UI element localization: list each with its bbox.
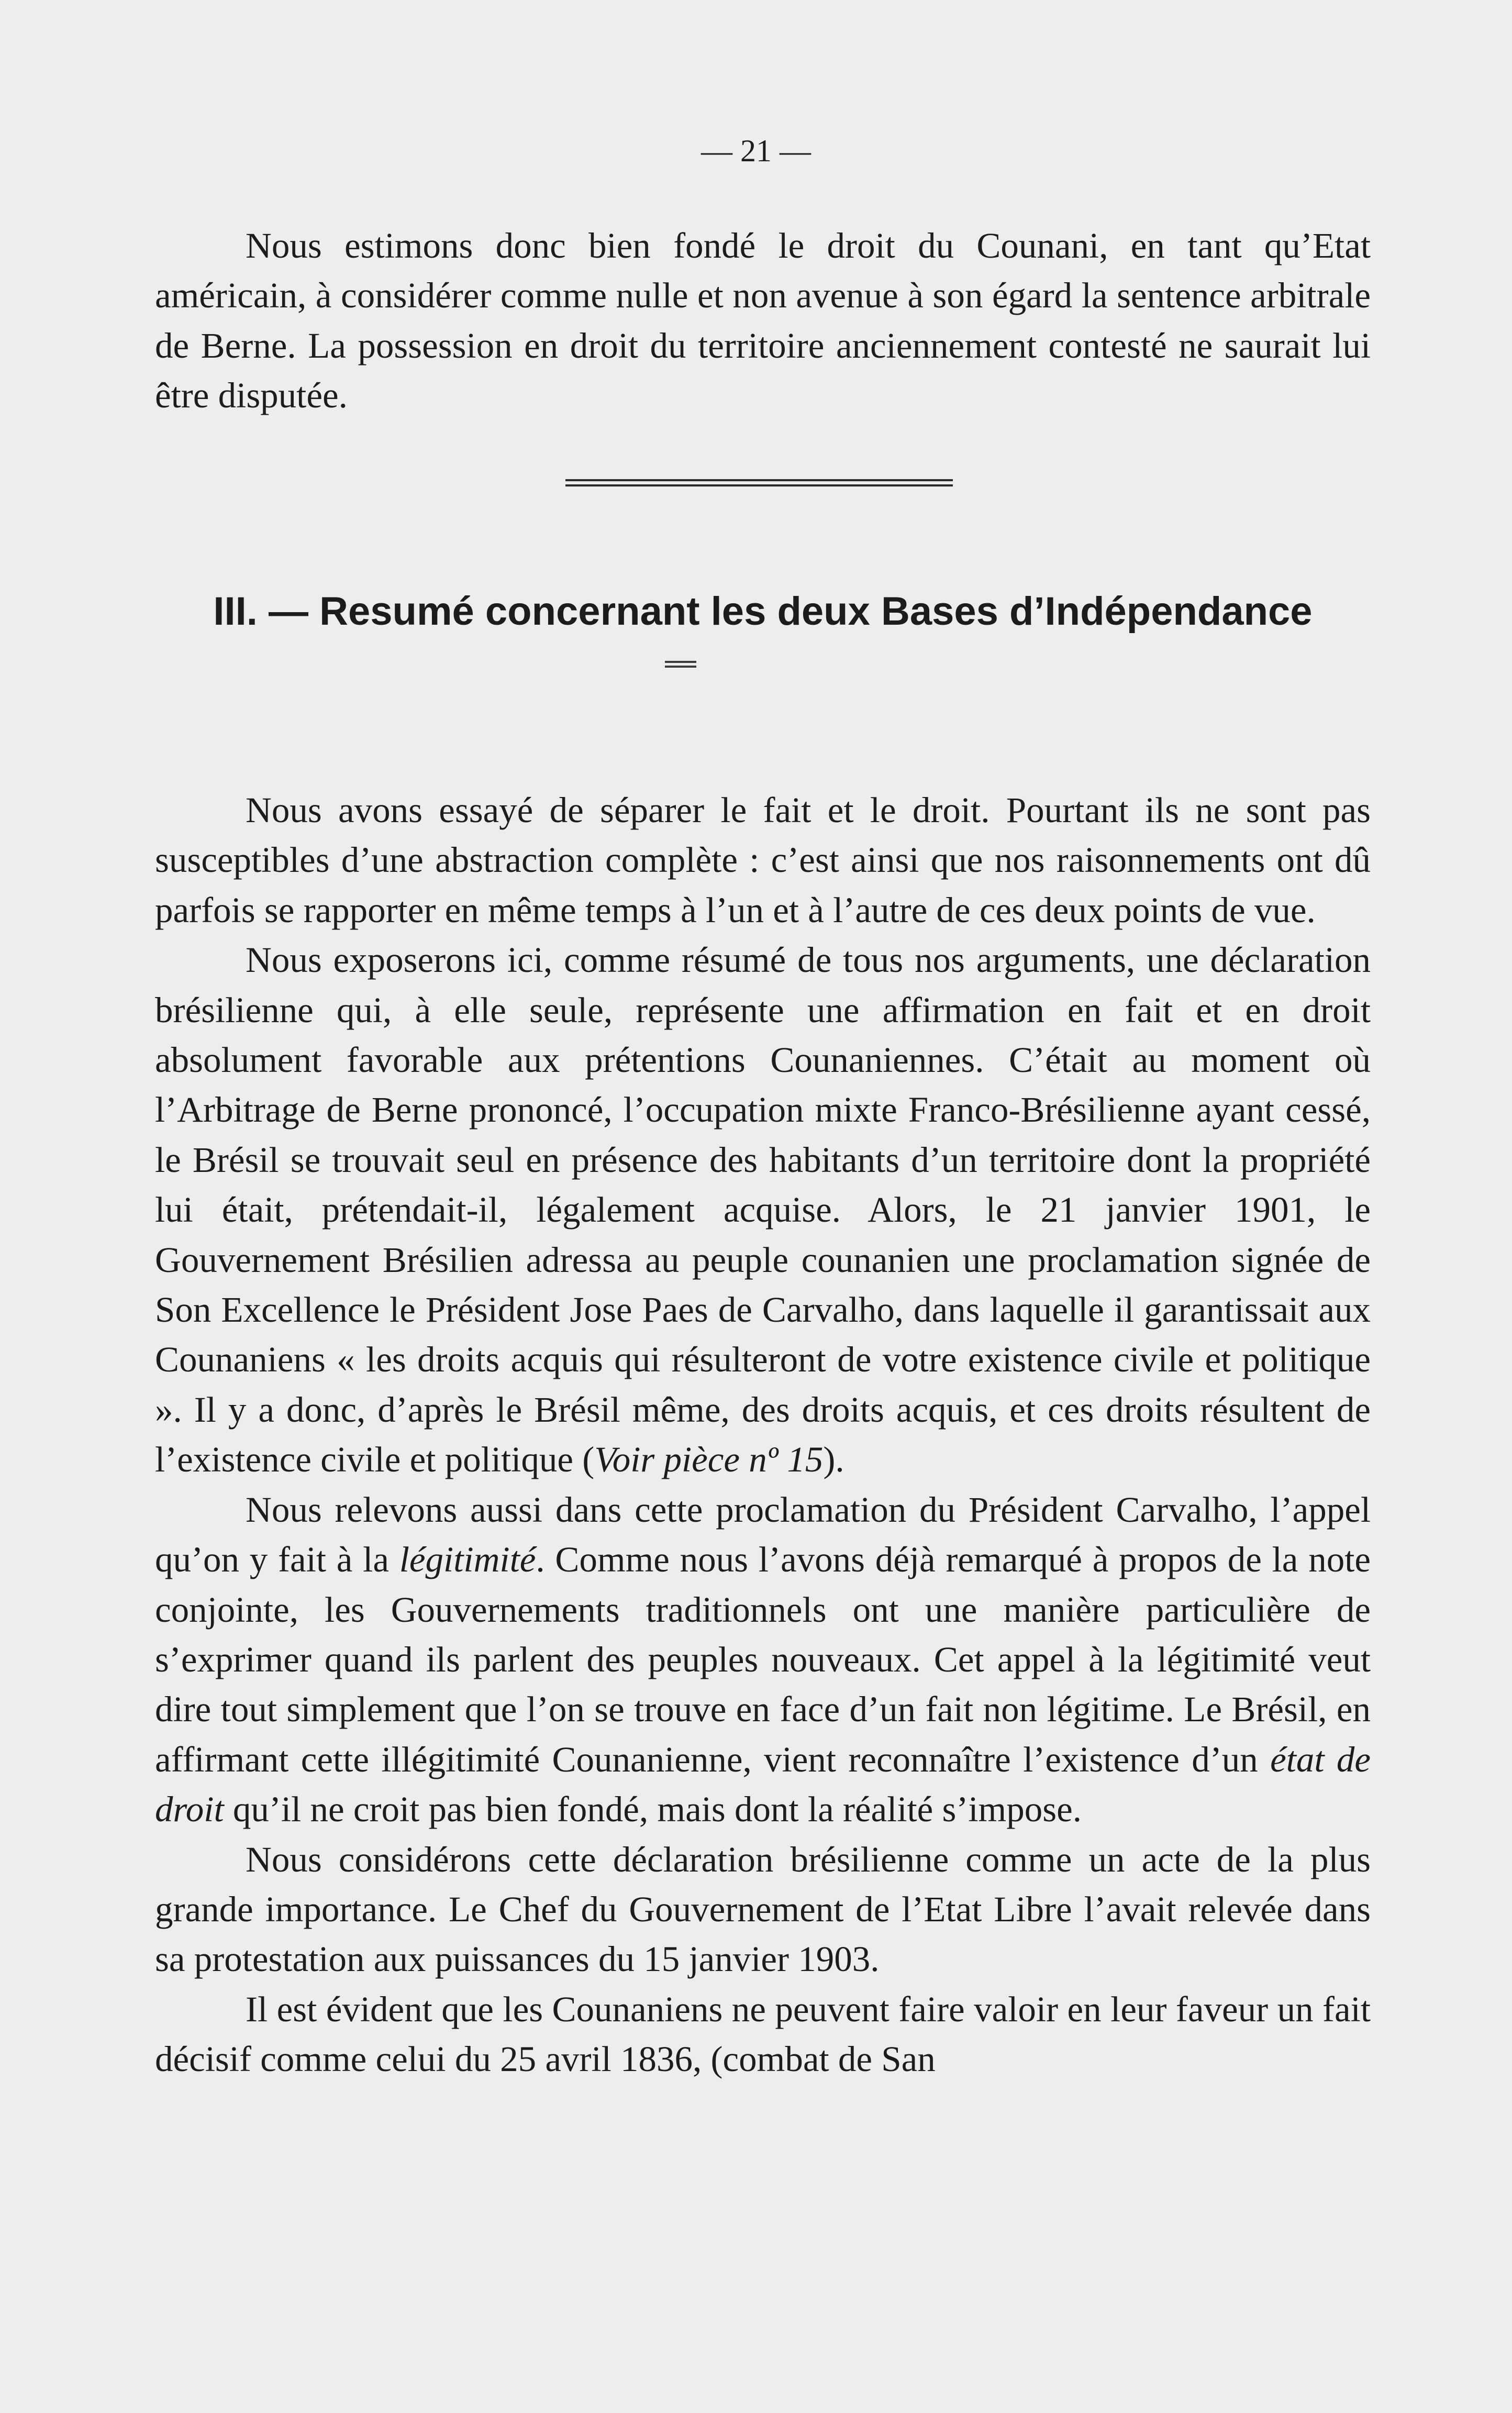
document-reference: Voir pièce nº 15	[594, 1440, 824, 1480]
paragraph: Nous considérons cette déclaration brésilienne comme un acte de la plus grande importance. Le Chef du Gouvernement de l’Etat Libre l’avait relevée dans sa protestation aux puissances du 15 janvier 1903.	[155, 1839, 1371, 1979]
double-rule-divider	[565, 479, 953, 486]
paragraph	[155, 935, 1371, 1485]
dash-ornament	[665, 661, 696, 674]
body-text	[155, 785, 1371, 2085]
paragraph	[155, 1485, 1371, 1835]
paragraph-text: Nous exposerons ici, comme résumé de tous nos arguments, une déclaration brésilienne qui, à elle seule, représente une affirmation en fait et en droit absolument favorable aux prétentions Counaniennes. C’était au moment où l’Arbitrage de Berne prononcé, l’occupation mixte Franco-Brésilienne ayant cessé, le Brésil se trouvait seul en présence des habitants d’un territoire dont la propriété lui était, prétendait-il, légalement acquise. Alors, le 21 janvier 1901, le Gouvernement Brésilien adressa au peuple counanien une proclamation signée de Son Excellence le Président Jose Paes de Carvalho, dans laquelle il garantissait aux Counaniens « les droits acquis qui résulteront de votre existence civile et politique ». Il y a donc, d’après le Brésil même, des droits acquis, et ces droits résultent de l’existence civile et politique (	[155, 940, 1371, 1480]
paragraph: Nous avons essayé de séparer le fait et le droit. Pourtant ils ne sont pas susceptibles d’une abstraction complète : c’est ainsi que nos raisonnements ont dû parfois se rapporter en même temps à l’un et à l’autre de ces deux points de vue.	[155, 790, 1371, 930]
paragraph-text: . Comme nous l’avons déjà remarqué à propos de la note conjointe, les Gouvernements traditionnels ont une manière particulière de s’exprimer quand ils parlent des peuples nouveaux. Cet appel à la légitimité veut dire tout simplement que l’on se trouve en face d’un fait non légitime. Le Brésil, en affirmant cette illégitimité Counanienne, vient reconnaître l’existence d’un	[155, 1540, 1371, 1779]
page-number: — 21 —	[701, 134, 811, 168]
emphasis: légitimité	[399, 1540, 536, 1580]
paragraph-text: Nous relevons aussi dans cette proclamation du Président Carvalho, l’appel qu’on y fait à la	[155, 1489, 1371, 1580]
section-heading: III. — Resumé concernant les deux Bases d’Indépendance	[213, 589, 1313, 634]
paragraph: Nous estimons donc bien fondé le droit du Counani, en tant qu’Etat américain, à considérer comme nulle et non avenue à son égard la sentence arbitrale de Berne. La possession en droit du territoire anciennement contesté ne saurait lui être disputée.	[155, 226, 1371, 416]
intro-text	[155, 221, 1371, 421]
paragraph: Il est évident que les Counaniens ne peuvent faire valoir en leur faveur un fait décisif comme celui du 25 avril 1836, (combat de San	[155, 1989, 1371, 2079]
emphasis: état de droit	[155, 1739, 1371, 1830]
paragraph-text: ).	[823, 1440, 844, 1480]
paragraph-text: qu’il ne croit pas bien fondé, mais dont la réalité s’impose.	[224, 1789, 1082, 1830]
